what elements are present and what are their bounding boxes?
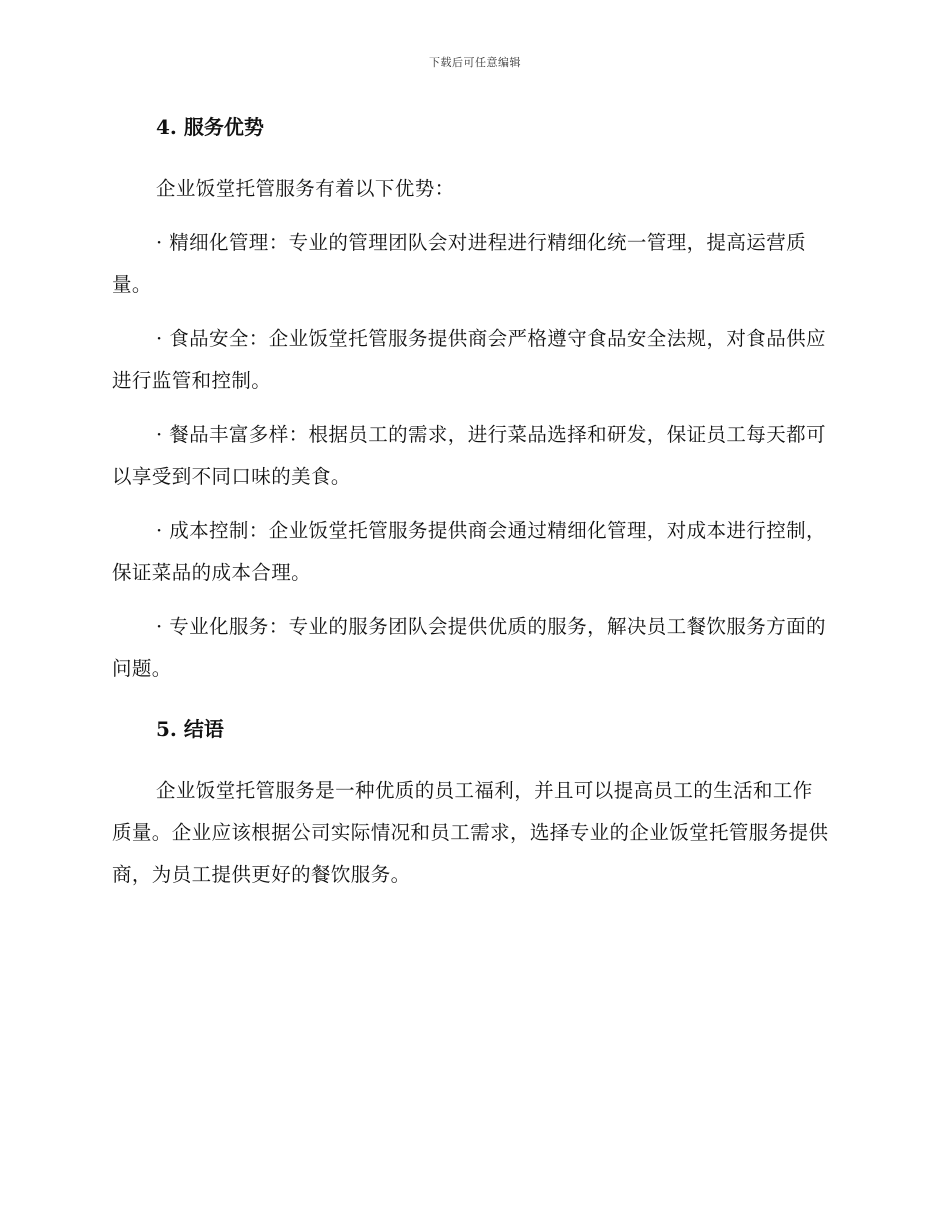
advantage-item-cost-control: · 成本控制：企业饭堂托管服务提供商会通过精细化管理，对成本进行控制，保证菜品的成本合理。 xyxy=(112,519,826,584)
page-header-note: 下载后可任意编辑 xyxy=(429,56,521,69)
advantage-item-variety: · 餐品丰富多样：根据员工的需求，进行菜品选择和研发，保证员工每天都可以享受到不同口味的美食。 xyxy=(112,423,826,488)
section-heading-advantages: 4. 服务优势 xyxy=(156,115,264,139)
advantages-intro: 企业饭堂托管服务有着以下优势： xyxy=(156,177,455,200)
document-body xyxy=(112,112,832,896)
conclusion-paragraph: 企业饭堂托管服务是一种优质的员工福利，并且可以提高员工的生活和工作质量。企业应该根据公司实际情况和员工需求，选择专业的企业饭堂托管服务提供商，为员工提供更好的餐饮服务。 xyxy=(112,779,829,886)
section-heading-conclusion: 5. 结语 xyxy=(156,717,224,741)
advantage-item-professional-service: · 专业化服务：专业的服务团队会提供优质的服务，解决员工餐饮服务方面的问题。 xyxy=(112,615,826,680)
advantage-item-management: · 精细化管理：专业的管理团队会对进程进行精细化统一管理，提高运营质量。 xyxy=(112,231,806,296)
advantage-item-food-safety: · 食品安全：企业饭堂托管服务提供商会严格遵守食品安全法规，对食品供应进行监管和控制。 xyxy=(112,327,826,392)
